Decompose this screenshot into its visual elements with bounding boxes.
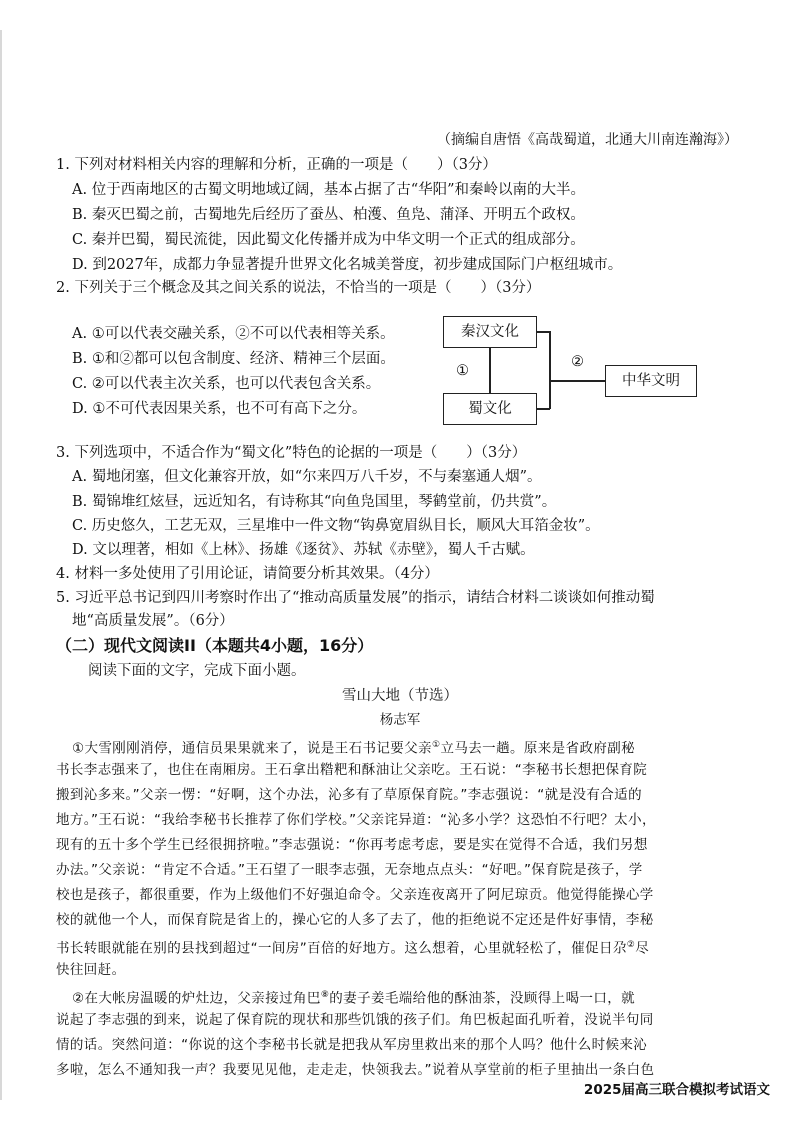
page-edge <box>0 30 2 1100</box>
question-3-stem: 3. 下列选项中，不适合作为“蜀文化”特色的论据的一项是（ ）（3分） <box>56 445 527 461</box>
question-1-option-d: D. 到2027年，成都力争显著提升世界文化名城美誉度，初步建成国际门户枢纽城市。 <box>72 257 623 273</box>
question-3-option-c: C. 历史悠久，工艺无双，三星堆中一件文物“钩鼻宽眉纵目长，顺风大耳箔金妆”。 <box>72 518 600 534</box>
passage-p1-line-10: 快往回赶。 <box>56 962 126 978</box>
passage-p1-line-4: 地方。”王石说：“我给李秘书长推荐了你们学校。”父亲诧异道：“沁多小学？这恐怕不行吧？太小， <box>56 812 656 828</box>
question-2-option-a: A. ①可以代表交融关系，②不可以代表相等关系。 <box>72 326 395 342</box>
passage-p1-line-3: 搬到沁多来。”父亲一愣：“好啊，这个办法，沁多有了草原保育院。”李志强说：“就是没有合适的 <box>56 787 642 803</box>
question-2-option-c: C. ②可以代表主次关系，也可以代表包含关系。 <box>72 376 381 392</box>
passage-p1-line-9: 书长转眼就能在别的县找到超过“一间房”百倍的好地方。这么想着，心里就轻松了，催促日尕②尽 <box>56 940 650 957</box>
question-1-option-b: B. 秦灭巴蜀之前，古蜀地先后经历了蚕丛、柏濩、鱼凫、蒲泽、开明五个政权。 <box>72 207 585 223</box>
connector-vertical <box>489 348 491 393</box>
passage-author: 杨志军 <box>379 712 421 728</box>
passage-p2-line-2: 说起了李志强的到来，说起了保育院的现状和那些饥饿的孩子们。角巴板起面孔听着，没说半句同 <box>56 1012 654 1028</box>
source-citation: （摘编自唐悟《高哉蜀道，北通大川南连瀚海》） <box>437 132 738 148</box>
question-2-option-d: D. ①不可代表因果关系，也不可有高下之分。 <box>72 401 367 417</box>
section-2-heading: （二）现代文阅读II（本题共4小题，16分） <box>56 636 374 655</box>
section-2-instruction: 阅读下面的文字，完成下面小题。 <box>88 663 306 679</box>
passage-p2-line-3: 情的话。突然问道：“你说的这个李秘书长就是把我从军房里救出来的那个人吗？他什么时候来沁 <box>56 1037 648 1053</box>
question-3-option-b: B. 蜀锦堆红炫昼，远近知名，有诗称其“向鱼凫国里，琴鹤堂前，仍共赏”。 <box>72 494 557 510</box>
passage-p1-line-7: 校也是孩子，都很重要，作为上级他们不好强迫命令。父亲连夜离开了阿尼琼贡。他觉得能操心学 <box>56 887 654 903</box>
box-shu-culture: 蜀文化 <box>443 393 537 425</box>
question-5-line-2: 地“高质量发展”。（6分） <box>72 613 234 629</box>
label-1: ① <box>456 363 469 379</box>
passage-p2-line-1: ②在大帐房温暖的炉灶边，父亲接过角巴⑧的妻子姜毛端给他的酥油茶，没顾得上喝一口，就 <box>72 990 636 1007</box>
question-1-option-a: A. 位于西南地区的古蜀文明地域辽阔，基本占据了古“华阳”和秦岭以南的大半。 <box>72 182 586 198</box>
question-4-stem: 4. 材料一多处使用了引用论证，请简要分析其效果。（4分） <box>56 566 439 582</box>
passage-p1-line-1: ①大雪刚刚消停，通信员果果就来了，说是王石书记要父亲①立马去一趟。原来是省政府副秘 <box>72 740 636 757</box>
bracket-vertical <box>549 331 551 409</box>
question-1-option-c: C. 秦并巴蜀，蜀民流徙，因此蜀文化传播并成为中华文明一个正式的组成部分。 <box>72 232 585 248</box>
question-5-line-1: 5. 习近平总书记到四川考察时作出了“推动高质量发展”的指示，请结合材料二谈谈如何推动蜀 <box>56 590 655 606</box>
passage-title: 雪山大地（节选） <box>342 688 458 704</box>
page-footer: 2025届高三联合模拟考试语文 <box>583 1082 770 1098</box>
passage-p1-line-2: 书长李志强来了，也住在南厢房。王石拿出糌粑和酥油让父亲吃。王石说：“李秘书长想把保育院 <box>56 762 648 778</box>
passage-p2-line-4: 多啦，怎么不通知我一声？我要见见他，走走走，快领我去。”说着从享堂前的柜子里抽出一条白色 <box>56 1062 655 1078</box>
question-2-stem: 2. 下列关于三个概念及其之间关系的说法，不恰当的一项是（ ）（3分） <box>56 280 541 296</box>
question-3-option-d: D. 文以理著，相如《上林》、扬雄《逐贫》、苏轼《赤壁》，蜀人千古赋。 <box>72 542 535 558</box>
box-chinese-civilization: 中华文明 <box>605 365 697 397</box>
question-1-stem: 1. 下列对材料相关内容的理解和分析，正确的一项是（ ）（3分） <box>56 157 497 173</box>
box-qinhan-culture: 秦汉文化 <box>443 316 537 348</box>
question-3-option-a: A. 蜀地闭塞，但文化兼容开放，如“尔来四万八千岁，不与秦塞通人烟”。 <box>72 469 542 485</box>
connector-right <box>550 380 605 382</box>
passage-p1-line-6: 办法。”父亲说：“肯定不合适。”王石望了一眼李志强，无奈地点点头：“好吧。”保育院是孩子，学 <box>56 862 643 878</box>
passage-p1-line-8: 校的就他一个人，而保育院是省上的，操心它的人多了去了，他的拒绝说不定还是件好事情，李秘 <box>56 912 654 928</box>
label-2: ② <box>571 354 584 370</box>
passage-p1-line-5: 现有的五十多个学生已经很拥挤啦。”李志强说：“你再考虑考虑，要是实在觉得不合适，我们另想 <box>56 837 648 853</box>
question-2-option-b: B. ①和②都可以包含制度、经济、精神三个层面。 <box>72 351 395 367</box>
